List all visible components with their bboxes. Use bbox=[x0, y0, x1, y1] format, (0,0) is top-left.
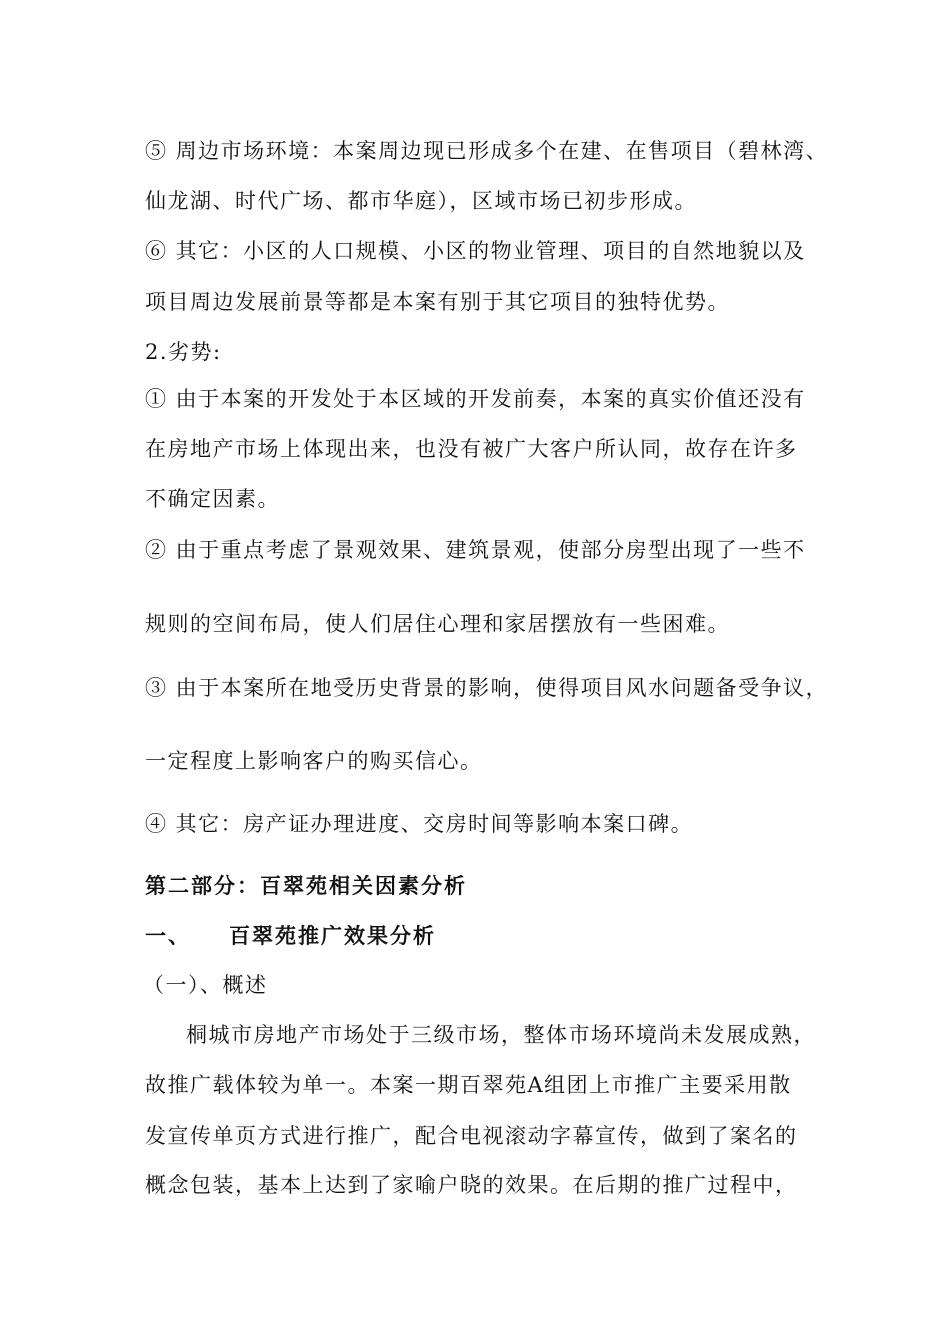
text-line: ⑤ 周边市场环境：本案周边现已形成多个在建、在售项目（碧林湾、 bbox=[145, 139, 829, 163]
text-line: 仙龙湖、时代广场、都市华庭），区域市场已初步形成。 bbox=[145, 189, 697, 213]
text-line: 在房地产市场上体现出来，也没有被广大客户所认同，故存在许多 bbox=[145, 437, 798, 461]
subsection-heading: （一）、概述 bbox=[143, 973, 268, 997]
paragraph-line: 发宣传单页方式进行推广，配合电视滚动字幕宣传，做到了案名的 bbox=[145, 1124, 798, 1148]
text-line: 规则的空间布局，使人们居住心理和家居摆放有一些困难。 bbox=[145, 612, 730, 636]
text-line: ④ 其它：房产证办理进度、交房时间等影响本案口碑。 bbox=[145, 812, 694, 836]
text-line: 项目周边发展前景等都是本案有别于其它项目的独特优势。 bbox=[145, 290, 730, 314]
text-line: 2.劣势: bbox=[145, 340, 222, 364]
text-line: ③ 由于本案所在地受历史背景的影响，使得项目风水问题备受争议， bbox=[145, 676, 829, 700]
text-line: ⑥ 其它：小区的人口规模、小区的物业管理、项目的自然地貌以及 bbox=[145, 239, 806, 263]
section-title: 百翠苑推广效果分析 bbox=[229, 923, 436, 948]
paragraph-line: 故推广载体较为单一。本案一期百翠苑A组团上市推广主要采用散 bbox=[145, 1073, 792, 1097]
section-number: 一、 bbox=[145, 923, 191, 948]
part-heading: 第二部分：百翠苑相关因素分析 bbox=[145, 873, 467, 898]
text-line: 一定程度上影响客户的购买信心。 bbox=[145, 749, 483, 773]
text-line: ① 由于本案的开发处于本区域的开发前奏，本案的真实价值还没有 bbox=[145, 387, 806, 411]
text-line: ② 由于重点考虑了景观效果、建筑景观，使部分房型出现了一些不 bbox=[145, 538, 806, 562]
text-line: 不确定因素。 bbox=[145, 487, 280, 511]
section-heading bbox=[145, 921, 436, 951]
paragraph-line: 桐城市房地产市场处于三级市场，整体市场环境尚未发展成熟， bbox=[186, 1023, 816, 1047]
paragraph-line: 概念包装，基本上达到了家喻户晓的效果。在后期的推广过程中， bbox=[145, 1173, 798, 1197]
